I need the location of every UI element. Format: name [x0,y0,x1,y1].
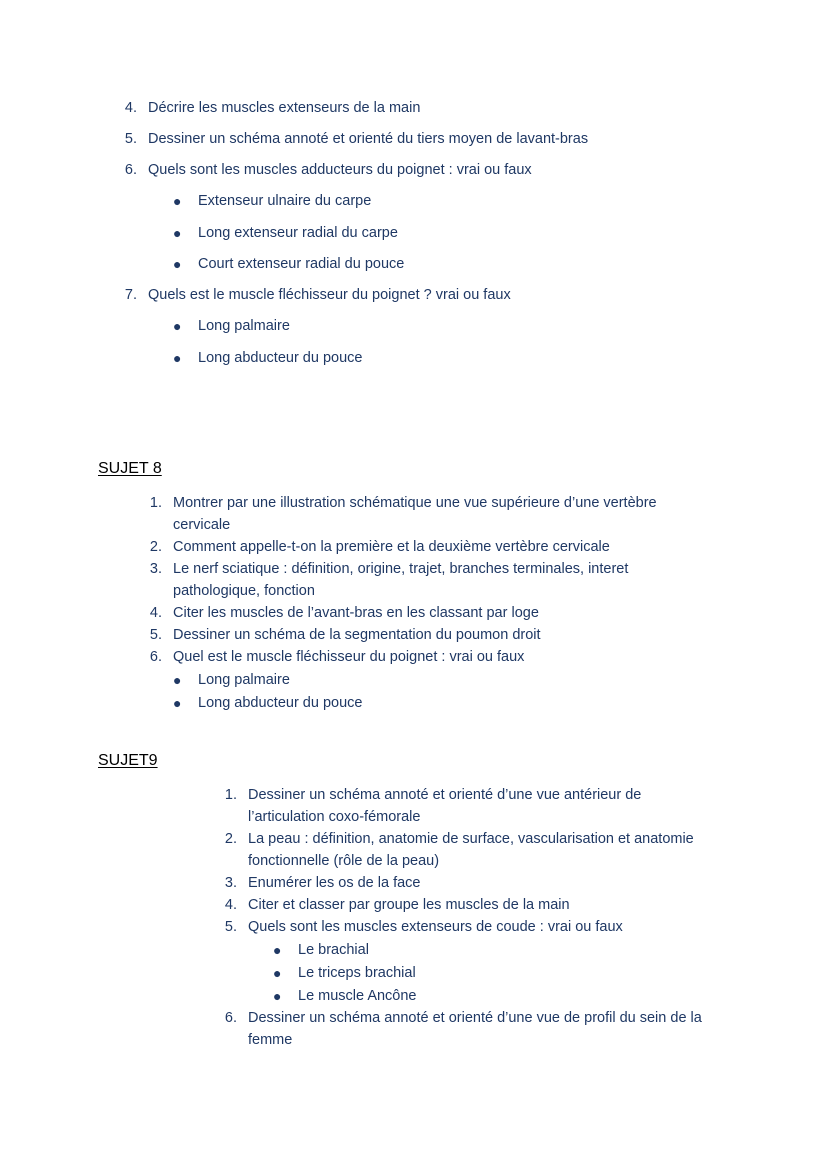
question-text: Montrer par une illustration schématique une vue supérieure d’une vertèbre [173,495,657,511]
bullet-icon: ● [173,350,182,366]
list-item: Long palmaire [198,318,290,334]
bullet-icon: ● [273,965,282,981]
question-number: 4. [224,897,237,913]
bullet-icon: ● [173,318,182,334]
list-item: Le brachial [298,942,369,958]
question-number: 5. [149,627,162,643]
question-text: Quels sont les muscles adducteurs du poignet : vrai ou faux [148,162,532,178]
list-item: Le muscle Ancône [298,988,417,1004]
bullet-icon: ● [273,942,282,958]
question-text: La peau : définition, anatomie de surface, vascularisation et anatomie [248,831,694,847]
question-number: 7. [124,287,137,303]
question-text: Dessiner un schéma annoté et orienté du tiers moyen de lavant-bras [148,131,589,147]
question-number: 2. [224,831,237,847]
bullet-icon: ● [173,695,182,711]
bullet-icon: ● [173,672,182,688]
bullet-icon: ● [273,988,282,1004]
question-number: 6. [124,162,137,178]
bullet-icon: ● [173,225,182,241]
question-number: 3. [224,875,237,891]
list-item: Long extenseur radial du carpe [198,225,398,241]
question-number: 6. [224,1010,237,1026]
question-number: 4. [149,605,162,621]
question-number: 5. [224,919,237,935]
bullet-icon: ● [173,193,182,209]
question-text: Dessiner un schéma annoté et orienté d’une vue de profil du sein de la [248,1010,702,1026]
list-item: Long abducteur du pouce [198,350,363,366]
section-heading: SUJET9 [98,752,158,769]
question-text: Quels sont les muscles extenseurs de coude : vrai ou faux [248,919,623,935]
question-text: Citer les muscles de l’avant-bras en les classant par loge [173,605,539,621]
question-number: 4. [124,100,137,116]
question-text: Dessiner un schéma de la segmentation du poumon droit [173,627,541,643]
question-number: 1. [149,495,162,511]
list-item: Long abducteur du pouce [198,695,363,711]
list-item: Court extenseur radial du pouce [198,256,405,272]
section-heading: SUJET 8 [98,460,162,477]
question-text-continued: l’articulation coxo-fémorale [248,809,421,825]
question-text: Le nerf sciatique : définition, origine, trajet, branches terminales, interet [173,561,629,577]
question-text-continued: pathologique, fonction [173,583,315,599]
question-number: 5. [124,131,137,147]
question-number: 3. [149,561,162,577]
list-item: Long palmaire [198,672,290,688]
question-text-continued: femme [248,1032,293,1048]
question-text: Quel est le muscle fléchisseur du poignet : vrai ou faux [173,649,525,665]
list-item: Le triceps brachial [298,965,416,981]
question-text: Dessiner un schéma annoté et orienté d’une vue antérieur de [248,787,642,803]
question-text: Quels est le muscle fléchisseur du poignet ? vrai ou faux [148,287,511,303]
question-text: Comment appelle-t-on la première et la deuxième vertèbre cervicale [173,539,610,555]
question-number: 6. [149,649,162,665]
bullet-icon: ● [173,256,182,272]
question-number: 1. [224,787,237,803]
question-text: Décrire les muscles extenseurs de la main [148,100,421,116]
question-text-continued: fonctionnelle (rôle de la peau) [248,853,440,869]
list-item: Extenseur ulnaire du carpe [198,193,372,209]
question-number: 2. [149,539,162,555]
question-text: Citer et classer par groupe les muscles de la main [248,897,570,913]
question-text-continued: cervicale [173,517,231,533]
question-text: Enumérer les os de la face [248,875,421,891]
